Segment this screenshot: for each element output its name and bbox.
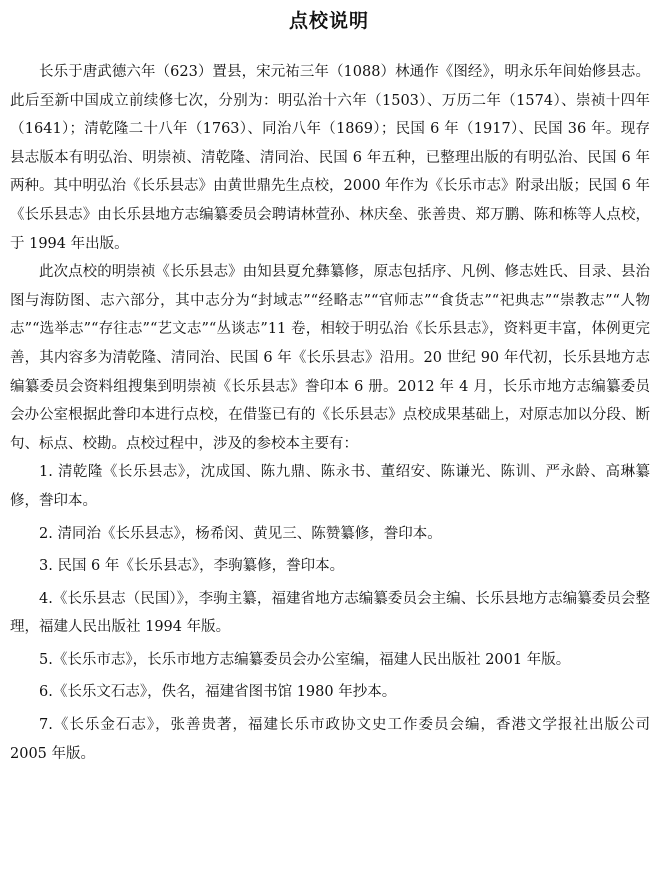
reference-item-1: 1. 清乾隆《长乐县志》，沈成国、陈九鼎、陈永书、董绍安、陈谦光、陈训、严永龄、高琳纂修，誊印本。 <box>10 464 650 509</box>
reference-item-5: 5.《长乐市志》，长乐市地方志编纂委员会办公室编，福建人民出版社 2001 年版。 <box>39 651 571 668</box>
collation-paragraph: 此次点校的明崇祯《长乐县志》由知县夏允彝纂修，原志包括序、凡例、修志姓氏、目录、县治图与海防图、志六部分，其中志分为“封域志”“经略志”“官师志”“食货志”“祀典志”“崇教志”“人物志”“选举志”“存往志”“艺文志”“丛谈志”11 卷，相较于明弘治《长乐县志》，资料更丰富，体例更完善，其内容多为清乾隆、清同治、民国 6 年《长乐县志》沿用。20 世纪 90 年代初，长乐县地方志编纂委员会资料组搜集到明崇祯《长乐县志》誊印本 6 册。2012 年 4 月，长乐市地方志编纂委员会办公室根据此誊印本进行点校，在借鉴已有的《长乐县志》点校成果基础上，对原志加以分段、断句、标点、校勘。点校过程中，涉及的参校本主要有： <box>10 264 650 452</box>
page-title: 点校说明 <box>288 10 369 32</box>
reference-item-6: 6.《长乐文石志》，佚名，福建省图书馆 1980 年抄本。 <box>39 684 397 701</box>
intro-paragraph: 长乐于唐武德六年（623）置县，宋元祐三年（1088）林通作《图经》，明永乐年间始修县志。此后至新中国成立前续修七次，分别为：明弘治十六年（1503）、万历二年（1574）、崇祯十四年（1641）；清乾隆二十八年（1763）、同治八年（1869）；民国 6 年（1917）、民国 36 年。现存县志版本有明弘治、明崇祯、清乾隆、清同治、民国 6 年五种，已整理出版的有明弘治、民国 6 年两种。其中明弘治《长乐县志》由黄世鼎先生点校，2000 年作为《长乐市志》附录出版；民国 6 年《长乐县志》由长乐县地方志编纂委员会聘请林萱孙、林庆垒、张善贵、郑万鹏、陈和栋等人点校，于 1994 年出版。 <box>10 64 650 252</box>
document-body <box>10 58 650 772</box>
reference-item-2: 2. 清同治《长乐县志》，杨希闵、黄见三、陈赞纂修，誊印本。 <box>39 525 442 542</box>
reference-item-4: 4.《长乐县志（民国）》，李驹主纂，福建省地方志编纂委员会主编、长乐县地方志编纂委员会整理，福建人民出版社 1994 年版。 <box>10 590 650 636</box>
reference-item-3: 3. 民国 6 年《长乐县志》，李驹纂修，誊印本。 <box>39 558 345 575</box>
reference-item-7: 7.《长乐金石志》，张善贵著，福建长乐市政协文史工作委员会编，香港文学报社出版公司 2005 年版。 <box>10 717 650 762</box>
